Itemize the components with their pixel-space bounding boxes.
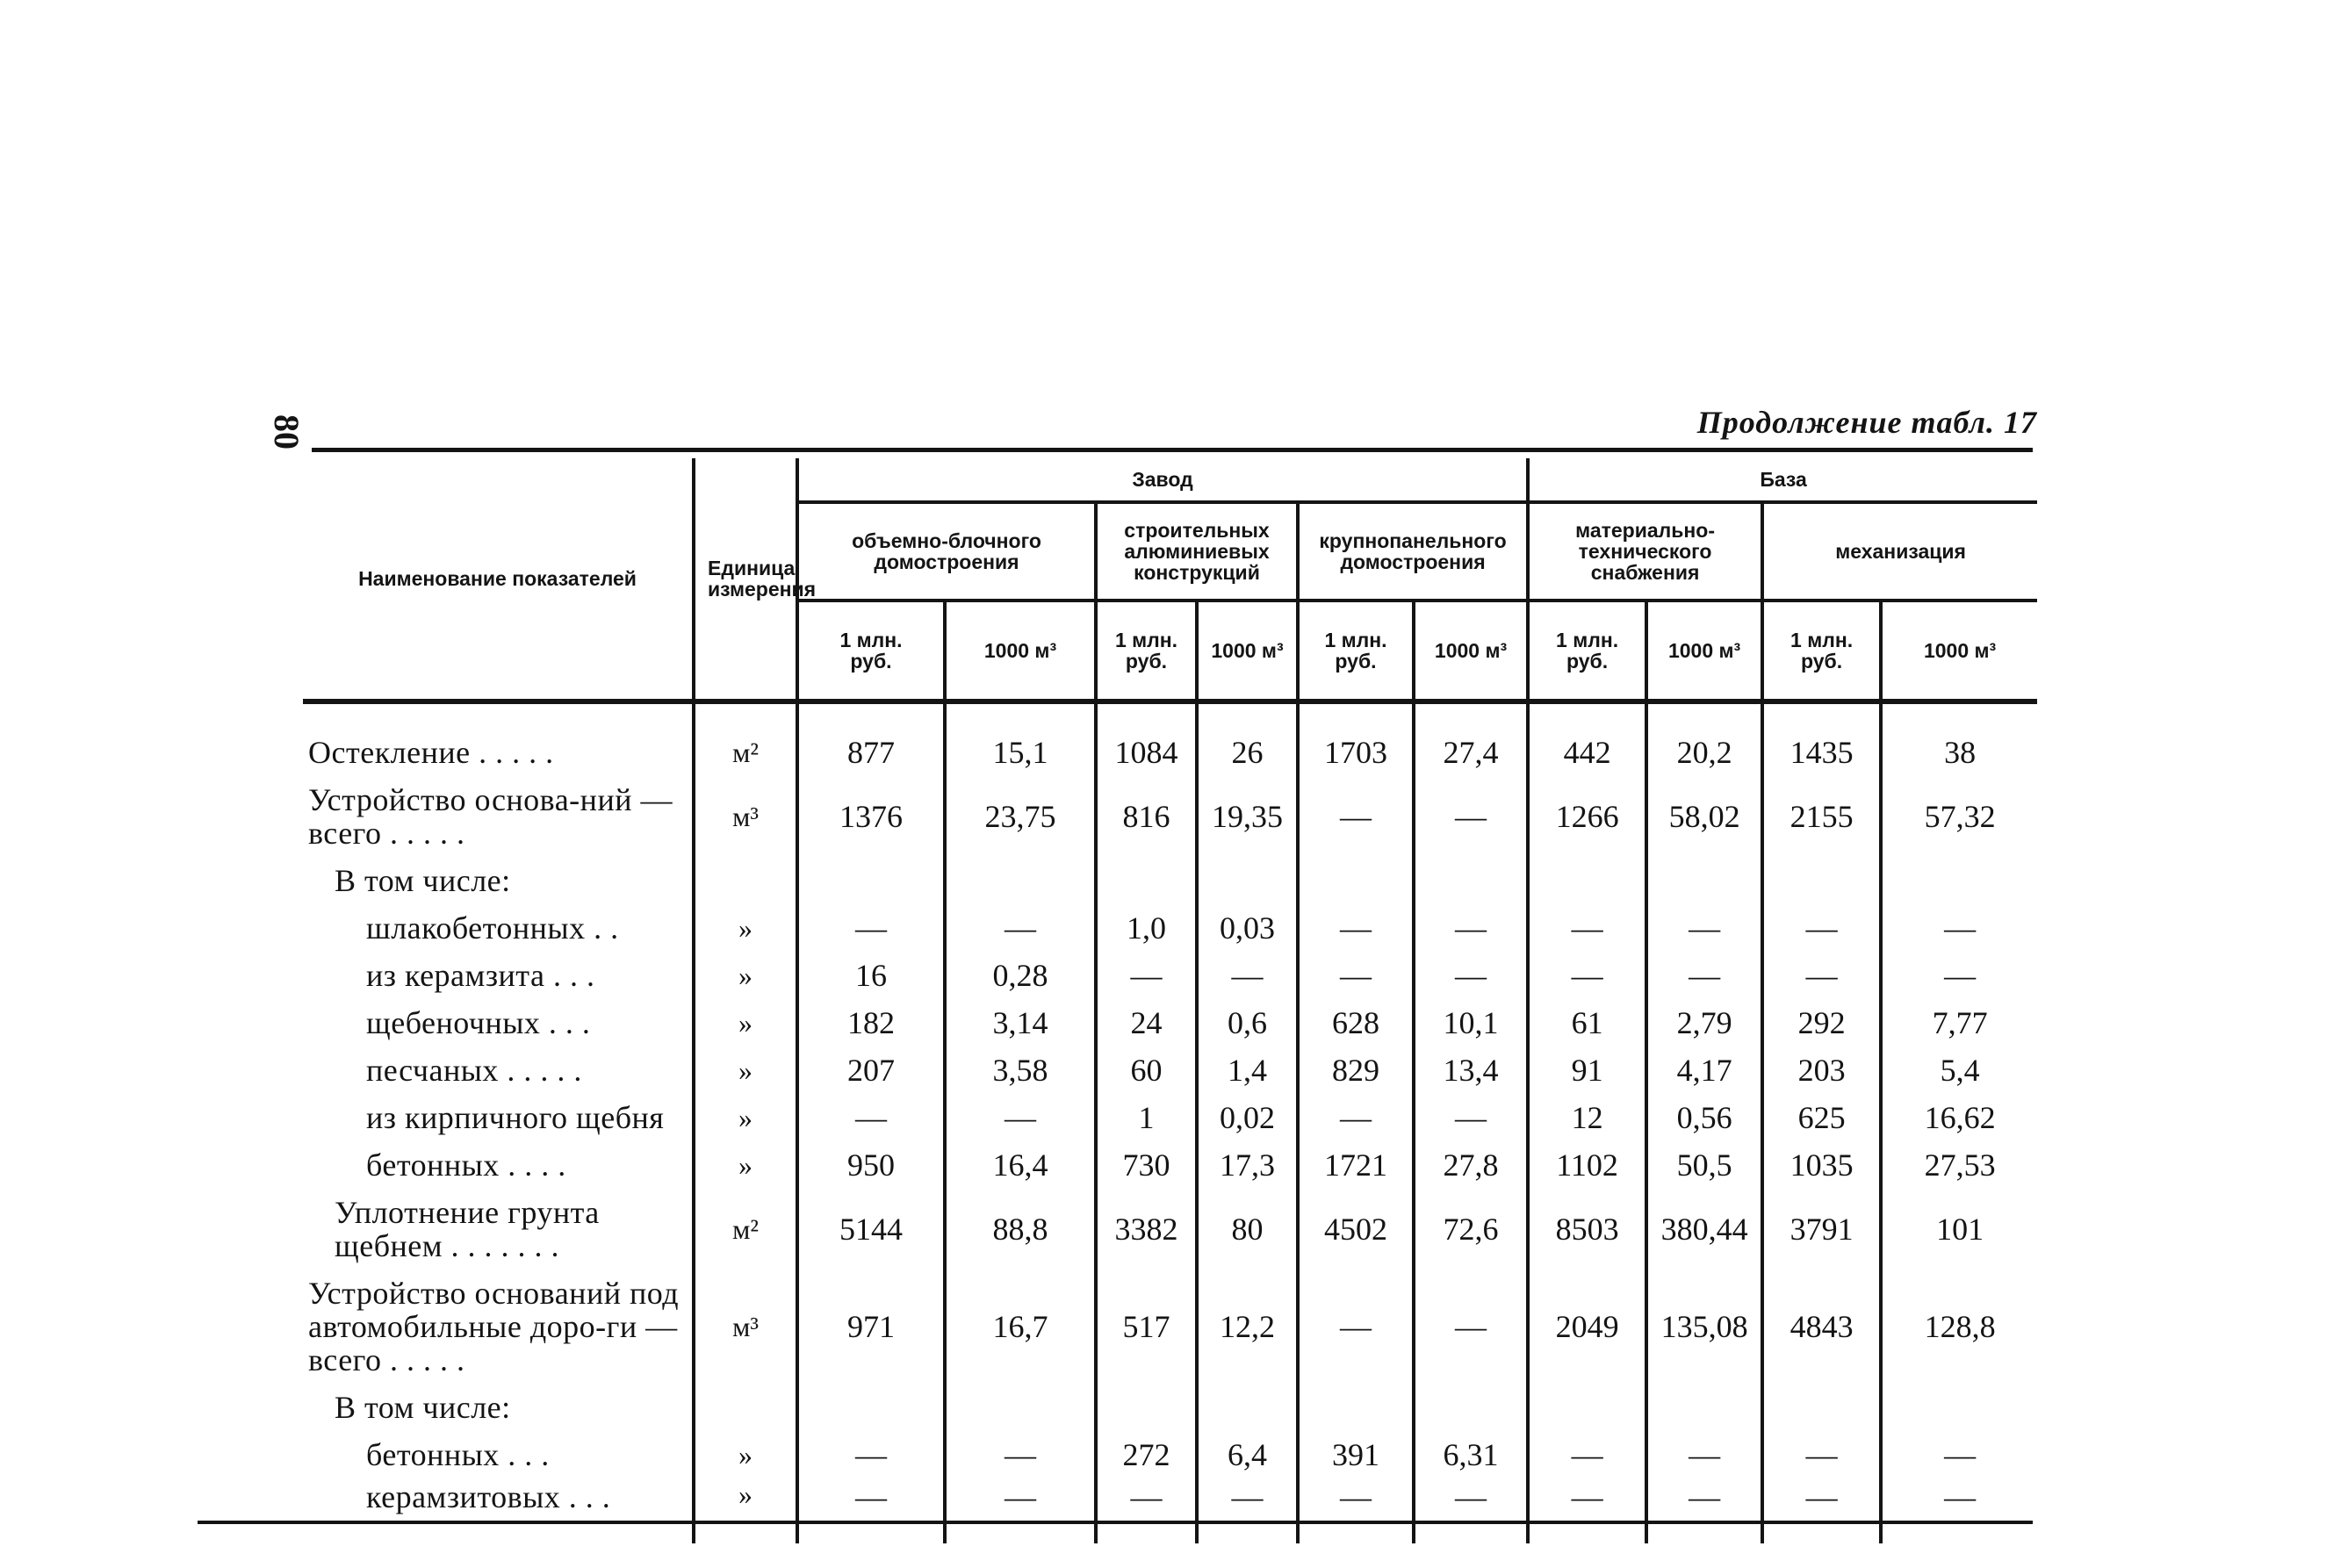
header-unit: Единица измерения [694,458,797,701]
row-name: Устройство оснований под автомобильные доро-ги — всего . . . . . [308,1276,680,1377]
row-value [1528,1384,1646,1431]
row-value: — [1096,1478,1197,1543]
row-value: — [1762,1431,1881,1478]
row-value [797,857,945,904]
row-value: 24 [1096,999,1197,1047]
row-value [1096,857,1197,904]
row-value: — [1762,952,1881,999]
row-unit: » [694,1431,797,1478]
row-value: 57,32 [1881,776,2037,857]
row-value: 12,2 [1197,1270,1298,1384]
header-subgroup-panel: крупнопанельного домостроения [1298,502,1528,601]
header-measure-a: 1 млн. руб. [1096,601,1197,701]
row-value: 4843 [1762,1270,1881,1384]
row-value: 816 [1096,776,1197,857]
row-value: — [1646,904,1762,952]
row-value: 971 [797,1270,945,1384]
header-measure-b: 1000 м³ [945,601,1096,701]
row-name: шлакобетонных . . [366,910,619,946]
row-value: 2049 [1528,1270,1646,1384]
row-value [1197,1384,1298,1431]
row-value: — [1197,1478,1298,1543]
top-rule [312,448,2033,452]
row-value: — [1414,952,1528,999]
row-value: 91 [1528,1047,1646,1094]
row-value: — [1414,776,1528,857]
row-value: 4502 [1298,1189,1414,1270]
row-value: — [945,1094,1096,1141]
row-value: 3382 [1096,1189,1197,1270]
row-value: — [1881,1431,2037,1478]
row-value: 950 [797,1141,945,1189]
row-value: — [797,904,945,952]
row-unit: м³ [694,776,797,857]
bottom-rule [198,1521,2033,1524]
row-name: В том числе: [335,1390,511,1425]
row-value: 625 [1762,1094,1881,1141]
header-measure-b: 1000 м³ [1414,601,1528,701]
table-row [303,1094,2037,1141]
row-value: 16 [797,952,945,999]
row-value [797,1384,945,1431]
table-row [303,857,2037,904]
row-value: 272 [1096,1431,1197,1478]
row-value: 5144 [797,1189,945,1270]
table-row [303,1047,2037,1094]
row-name: песчаных . . . . . [366,1053,582,1088]
table-row [303,1384,2037,1431]
row-value: 380,44 [1646,1189,1762,1270]
row-value: 1721 [1298,1141,1414,1189]
row-unit: м² [694,1189,797,1270]
data-table [303,458,2037,1543]
table-row [303,776,2037,857]
row-value: 391 [1298,1431,1414,1478]
row-unit: » [694,1141,797,1189]
row-value: 16,4 [945,1141,1096,1189]
row-value: 628 [1298,999,1414,1047]
header-measure-a: 1 млн. руб. [797,601,945,701]
row-value [1096,1384,1197,1431]
row-value: 27,4 [1414,701,1528,776]
row-value: — [797,1431,945,1478]
header-measure-a: 1 млн. руб. [1762,601,1881,701]
row-value: 3,58 [945,1047,1096,1094]
row-value [1762,857,1881,904]
header-measure-a: 1 млн. руб. [1298,601,1414,701]
row-value: 20,2 [1646,701,1762,776]
row-value: 13,4 [1414,1047,1528,1094]
row-value: 6,31 [1414,1431,1528,1478]
row-unit: » [694,904,797,952]
table-row [303,701,2037,776]
row-value: 135,08 [1646,1270,1762,1384]
row-value: 7,77 [1881,999,2037,1047]
row-value: 0,03 [1197,904,1298,952]
table-row [303,904,2037,952]
table-row [303,1478,2037,1543]
row-name: Остекление . . . . . [308,735,554,770]
row-name: щебеночных . . . [366,1005,591,1040]
row-unit: » [694,952,797,999]
row-name: керамзитовых . . . [366,1479,611,1514]
row-value: — [1298,776,1414,857]
row-value: 6,4 [1197,1431,1298,1478]
row-value: 17,3 [1197,1141,1298,1189]
table-caption: Продолжение табл. 17 [1696,405,2037,440]
row-value: 1084 [1096,701,1197,776]
row-unit: » [694,1094,797,1141]
row-value: 0,56 [1646,1094,1762,1141]
row-value: — [1762,904,1881,952]
row-value: 5,4 [1881,1047,2037,1094]
header-measure-b: 1000 м³ [1646,601,1762,701]
row-value: 10,1 [1414,999,1528,1047]
header-group-baza: База [1528,458,2037,502]
row-value [1298,857,1414,904]
row-value: 0,28 [945,952,1096,999]
row-value: — [797,1094,945,1141]
header-measure-a: 1 млн. руб. [1528,601,1646,701]
row-unit: » [694,1478,797,1543]
row-value: — [1298,952,1414,999]
row-value: 1435 [1762,701,1881,776]
row-value: — [1197,952,1298,999]
row-value: 19,35 [1197,776,1298,857]
header-subgroup-aluminium: строительных алюминиевых конструкций [1096,502,1298,601]
row-value: 207 [797,1047,945,1094]
row-value: — [1298,1094,1414,1141]
row-value: 61 [1528,999,1646,1047]
row-value: — [945,1478,1096,1543]
row-value: 1035 [1762,1141,1881,1189]
row-value: 88,8 [945,1189,1096,1270]
row-value: 12 [1528,1094,1646,1141]
row-name: Уплотнение грунта щебнем . . . . . . . [335,1195,600,1263]
row-value: 60 [1096,1047,1197,1094]
row-value: 2155 [1762,776,1881,857]
row-value [1197,857,1298,904]
table-row [303,999,2037,1047]
header-group-zavod: Завод [797,458,1528,502]
row-value: — [945,1431,1096,1478]
page-number: 80 [267,414,306,450]
table-row [303,1270,2037,1384]
row-value: 1,4 [1197,1047,1298,1094]
row-value: 0,6 [1197,999,1298,1047]
row-value: 16,62 [1881,1094,2037,1141]
row-value [1298,1384,1414,1431]
row-value [1528,857,1646,904]
row-value: 442 [1528,701,1646,776]
row-value: — [1762,1478,1881,1543]
row-value: — [1881,952,2037,999]
row-value: 8503 [1528,1189,1646,1270]
row-unit: м² [694,701,797,776]
row-value: — [1881,1478,2037,1543]
row-value: — [1298,1270,1414,1384]
row-value: 1102 [1528,1141,1646,1189]
row-name: Устройство основа-ний — всего . . . . . [308,782,673,851]
row-value: 3,14 [945,999,1096,1047]
row-value: 2,79 [1646,999,1762,1047]
row-value: 23,75 [945,776,1096,857]
row-value: 1,0 [1096,904,1197,952]
row-unit: » [694,999,797,1047]
table-row [303,1431,2037,1478]
row-value: — [1414,1094,1528,1141]
row-value: 128,8 [1881,1270,2037,1384]
row-value: 27,53 [1881,1141,2037,1189]
row-value: 730 [1096,1141,1197,1189]
row-name: бетонных . . . . [366,1147,566,1183]
row-unit: » [694,1047,797,1094]
row-name: из кирпичного щебня [366,1100,665,1135]
row-value: 38 [1881,701,2037,776]
row-value: — [1646,952,1762,999]
table-row [303,1189,2037,1270]
row-value [1646,857,1762,904]
row-value: 101 [1881,1189,2037,1270]
row-value: 1 [1096,1094,1197,1141]
row-value: — [1414,1478,1528,1543]
header-subgroup-mechanization: механизация [1762,502,2037,601]
row-value: 50,5 [1646,1141,1762,1189]
row-value: — [945,904,1096,952]
row-value: — [1298,904,1414,952]
row-unit [694,1384,797,1431]
table-row [303,1141,2037,1189]
header-subgroup-supply: материально-технического снабжения [1528,502,1762,601]
table-header [303,458,2037,701]
row-value: 3791 [1762,1189,1881,1270]
header-subgroup-block: объемно-блочного домостроения [797,502,1096,601]
row-unit [694,857,797,904]
row-value: — [1096,952,1197,999]
row-value: — [1528,904,1646,952]
row-value: — [1528,952,1646,999]
row-value: 26 [1197,701,1298,776]
row-value: 15,1 [945,701,1096,776]
row-value: 0,02 [1197,1094,1298,1141]
row-value: — [1528,1431,1646,1478]
row-value [945,1384,1096,1431]
header-name: Наименование показателей [303,458,694,701]
row-value: — [1298,1478,1414,1543]
row-value: — [1414,1270,1528,1384]
row-value: 1266 [1528,776,1646,857]
row-value: — [1414,904,1528,952]
header-measure-b: 1000 м³ [1197,601,1298,701]
row-value [1414,857,1528,904]
row-value [1646,1384,1762,1431]
row-value: — [1646,1478,1762,1543]
table-row [303,952,2037,999]
row-value: 80 [1197,1189,1298,1270]
row-value: 203 [1762,1047,1881,1094]
row-value: 1703 [1298,701,1414,776]
row-value: 72,6 [1414,1189,1528,1270]
row-name: бетонных . . . [366,1437,550,1472]
row-value: 829 [1298,1047,1414,1094]
row-value: — [1528,1478,1646,1543]
row-value [1762,1384,1881,1431]
row-value: 58,02 [1646,776,1762,857]
row-name: В том числе: [335,863,511,898]
table-body [303,701,2037,1543]
row-value: 1376 [797,776,945,857]
row-value: 182 [797,999,945,1047]
row-value: — [797,1478,945,1543]
row-value: — [1646,1431,1762,1478]
row-value [1881,857,2037,904]
row-value: 27,8 [1414,1141,1528,1189]
row-value: 4,17 [1646,1047,1762,1094]
header-measure-b: 1000 м³ [1881,601,2037,701]
row-value: 16,7 [945,1270,1096,1384]
row-name: из керамзита . . . [366,958,595,993]
row-value [1414,1384,1528,1431]
row-value [1881,1384,2037,1431]
row-value: 517 [1096,1270,1197,1384]
row-value: 877 [797,701,945,776]
row-value [945,857,1096,904]
row-value: 292 [1762,999,1881,1047]
row-unit: м³ [694,1270,797,1384]
row-value: — [1881,904,2037,952]
